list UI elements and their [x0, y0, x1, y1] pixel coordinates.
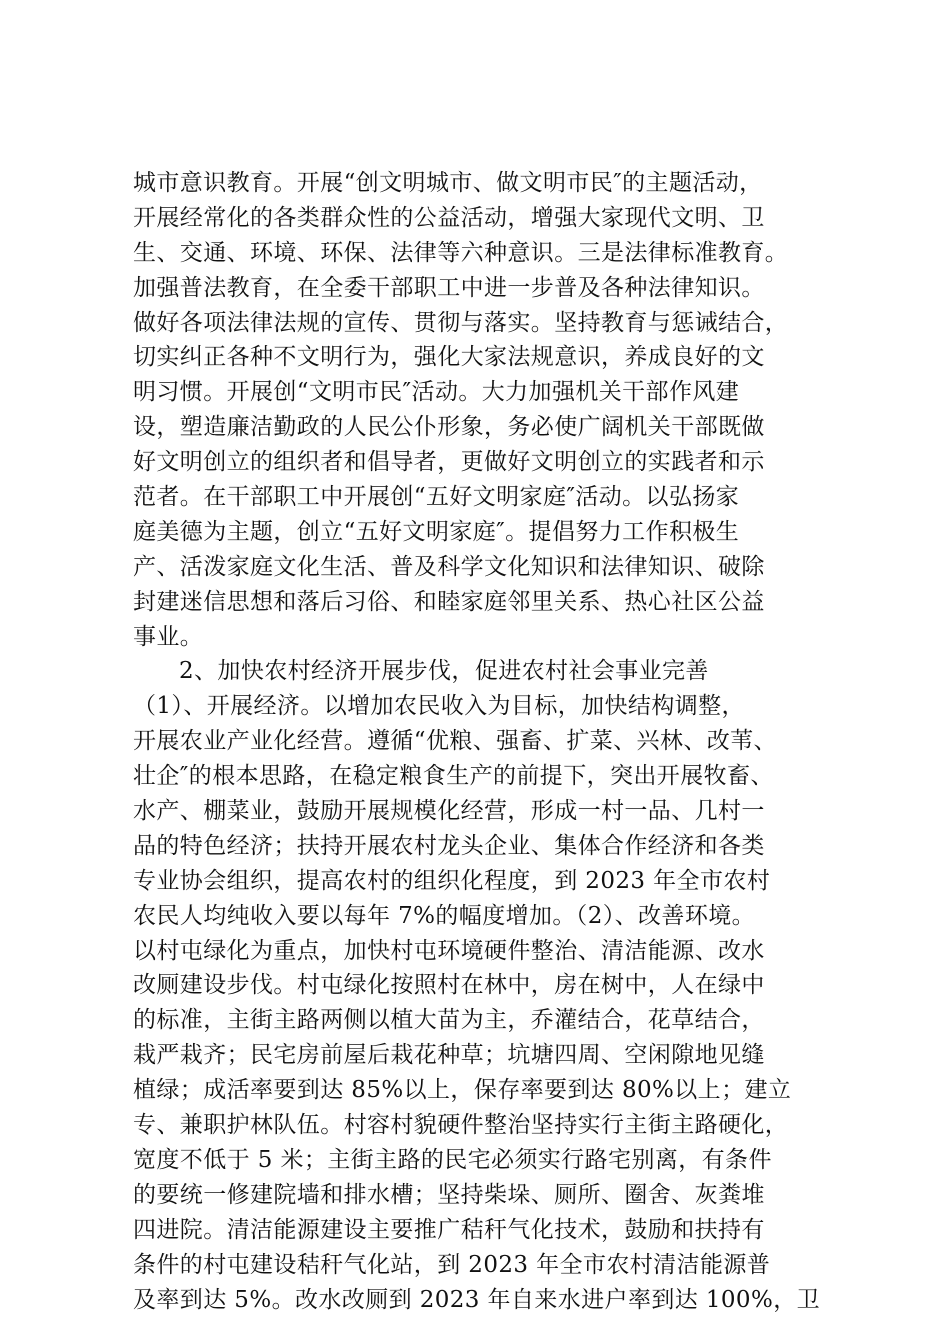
- text-line: 四进院。清洁能源建设主要推广秸秆气化技术，鼓励和扶持有: [133, 1216, 765, 1243]
- text-line: 做好各项法律法规的宣传、贯彻与落实。坚持教育与惩诫结合，: [133, 309, 789, 336]
- text-line: 专业协会组织，提高农村的组织化程度，到 2023 年全市农村: [133, 867, 771, 894]
- text-line: 及率到达 5%。改水改厕到 2023 年自来水进户率到达 100%，卫: [133, 1286, 821, 1313]
- text-line: 好文明创立的组织者和倡导者，更做好文明创立的实践者和示: [133, 449, 765, 476]
- text-line: 明习惯。开展创“文明市民″活动。大力加强机关干部作风建: [133, 379, 740, 406]
- text-line: 生、交通、环境、环保、法律等六种意识。三是法律标准教育。: [133, 239, 789, 266]
- text-line: 植绿；成活率要到达 85%以上，保存率要到达 80%以上；建立: [133, 1077, 792, 1104]
- text-line: 切实纠正各种不文明行为，强化大家法规意识，养成良好的文: [133, 344, 765, 371]
- text-line: 产、活泼家庭文化生活、普及科学文化知识和法律知识、破除: [133, 553, 765, 580]
- text-line: 的要统一修建院墙和排水槽；坚持柴垛、厕所、圈舍、灰粪堆: [133, 1181, 765, 1208]
- text-line: 加强普法教育，在全委干部职工中进一步普及各种法律知识。: [133, 274, 765, 301]
- text-line: 城市意识教育。开展“创文明城市、做文明市民″的主题活动，: [133, 170, 763, 196]
- text-line: 农民人均纯收入要以每年 7%的幅度增加。（2）、改善环境。: [133, 902, 756, 929]
- text-line: 栽严栽齐；民宅房前屋后栽花种草；坑塘四周、空闲隙地见缝: [133, 1042, 765, 1069]
- text-line: 开展经常化的各类群众性的公益活动，增强大家现代文明、卫: [133, 204, 765, 231]
- text-line: 壮企″的根本思路，在稳定粮食生产的前提下，突出开展牧畜、: [133, 763, 774, 790]
- text-line: 条件的村屯建设秸秆气化站，到 2023 年全市农村清洁能源普: [133, 1251, 771, 1278]
- text-line: 宽度不低于 5 米；主街主路的民宅必须实行路宅别离，有条件: [133, 1146, 772, 1173]
- text-line: 改厕建设步伐。村屯绿化按照村在林中，房在树中，人在绿中: [133, 972, 765, 999]
- text-line: 范者。在干部职工中开展创“五好文明家庭″活动。以弘扬家: [133, 484, 740, 511]
- text-line: 设，塑造廉洁勤政的人民公仆形象，务必使广阔机关干部既做: [133, 414, 765, 441]
- text-line: 事业。: [133, 623, 204, 650]
- body-text: [133, 166, 843, 1317]
- section-heading: 2、加快农村经济开展步伐，促进农村社会事业完善: [179, 658, 709, 685]
- text-line: （1）、开展经济。以增加农民收入为目标，加快结构调整，: [133, 693, 745, 720]
- text-line: 品的特色经济；扶持开展农村龙头企业、集体合作经济和各类: [133, 832, 765, 859]
- text-line: 的标准，主街主路两侧以植大苗为主，乔灌结合，花草结合，: [133, 1007, 765, 1034]
- text-line: 开展农业产业化经营。遵循“优粮、强畜、扩菜、兴林、改苇、: [133, 728, 777, 755]
- text-line: 水产、棚菜业，鼓励开展规模化经营，形成一村一品、几村一: [133, 798, 765, 825]
- text-line: 封建迷信思想和落后习俗、和睦家庭邻里关系、热心社区公益: [133, 588, 765, 615]
- text-line: 专、兼职护林队伍。村容村貌硬件整治坚持实行主街主路硬化，: [133, 1112, 789, 1139]
- text-line: 以村屯绿化为重点，加快村屯环境硬件整治、清洁能源、改水: [133, 937, 765, 964]
- text-line: 庭美德为主题，创立“五好文明家庭″。提倡努力工作积极生: [133, 518, 740, 545]
